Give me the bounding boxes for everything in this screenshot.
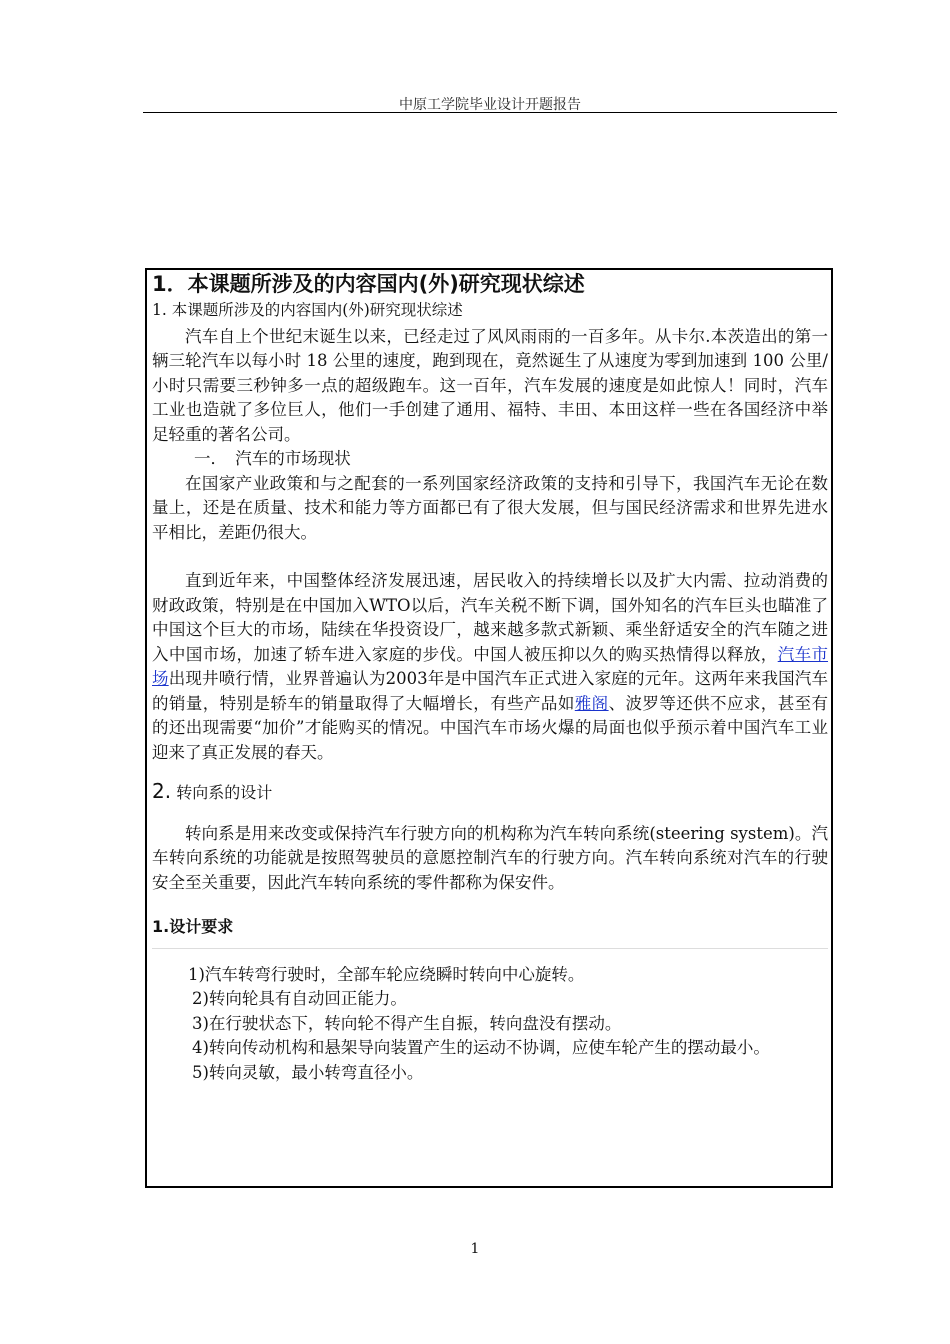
market-paragraph-1: 在国家产业政策和与之配套的一系列国家经济政策的支持和引导下，我国汽车无论在数量上，还是在质量、技术和能力等方面都已有了很大发展，但与国民经济需求和世界先进水平相比，差距仍很大。	[152, 473, 828, 542]
market-paragraph-2	[152, 569, 828, 765]
page-number: 1	[470, 1241, 480, 1257]
requirements-heading: 1.设计要求	[152, 917, 234, 936]
requirements-list	[152, 963, 828, 1086]
page-header: 中原工学院毕业设计开题报告	[399, 97, 581, 113]
market-text-c: 、波罗等还供不应求，甚至有的还出现需要“加价”才能购买的情况。中国汽车市场火爆的局面也似乎预示着中国汽车工业迎来了真正发展的春天。	[152, 693, 829, 762]
requirement-item: 1)汽车转弯行驶时，全部车轮应绕瞬时转向中心旋转。	[188, 964, 585, 984]
section-subheading: 1. 本课题所涉及的内容国内(外)研究现状综述	[152, 301, 463, 319]
requirements-divider	[152, 948, 828, 949]
auto-market-link[interactable]: 汽车市场	[152, 644, 829, 688]
market-heading: 一． 汽车的市场现状	[194, 449, 351, 468]
requirement-item: 2)转向轮具有自动回正能力。	[192, 989, 407, 1008]
market-text-b: 出现井喷行情，业界普遍认为2003年是中国汽车正式进入家庭的元年。这两年来我国汽车的销量，特别是轿车的销量取得了大幅增长，有些产品如	[152, 669, 828, 713]
requirement-item: 4)转向传动机构和悬架导向装置产生的运动不协调，应使车轮产生的摆动最小。	[192, 1038, 770, 1057]
section-heading: 1．本课题所涉及的内容国内(外)研究现状综述	[152, 272, 585, 296]
steering-paragraph: 转向系是用来改变或保持汽车行驶方向的机构称为汽车转向系统(steering system)。汽车转向系统的功能就是按照驾驶员的意愿控制汽车的行驶方向。汽车转向系统对汽车的行驶安全至关重要，因此汽车转向系统的零件都称为保安件。	[152, 823, 828, 892]
market-text-a: 直到近年来，中国整体经济发展迅速，居民收入的持续增长以及扩大内需、拉动消费的财政政策，特别是在中国加入WTO以后，汽车关税不断下调，国外知名的汽车巨头也瞄准了中国这个巨大的市场，陆续在华投资设厂，越来越多款式新颖、乘坐舒适安全的汽车随之进入中国市场，加速了轿车进入家庭的步伐。中国人被压抑以久的购买热情得以释放，	[152, 571, 828, 664]
accord-link[interactable]: 雅阁	[574, 693, 609, 713]
header-divider	[143, 112, 837, 113]
steering-section-title	[152, 779, 828, 806]
requirement-item: 3)在行驶状态下，转向轮不得产生自振，转向盘没有摆动。	[192, 1013, 622, 1033]
requirement-item: 5)转向灵敏，最小转弯直径小。	[192, 1062, 424, 1082]
report-content	[152, 270, 828, 1085]
section-number: 2.	[152, 779, 172, 803]
intro-paragraph: 汽车自上个世纪末诞生以来，已经走过了风风雨雨的一百多年。从卡尔.本茨造出的第一辆三轮汽车以每小时 18 公里的速度，跑到现在，竟然诞生了从速度为零到加速到 100 公里/小时只需要三秒钟多一点的超级跑车。这一百年，汽车发展的速度是如此惊人！同时，汽车工业也造就了多位巨人，他们一手创建了通用、福特、丰田、本田这样一些在各国经济中举足轻重的著名公司。	[152, 326, 828, 444]
section-title-text: 转向系的设计	[176, 783, 273, 802]
